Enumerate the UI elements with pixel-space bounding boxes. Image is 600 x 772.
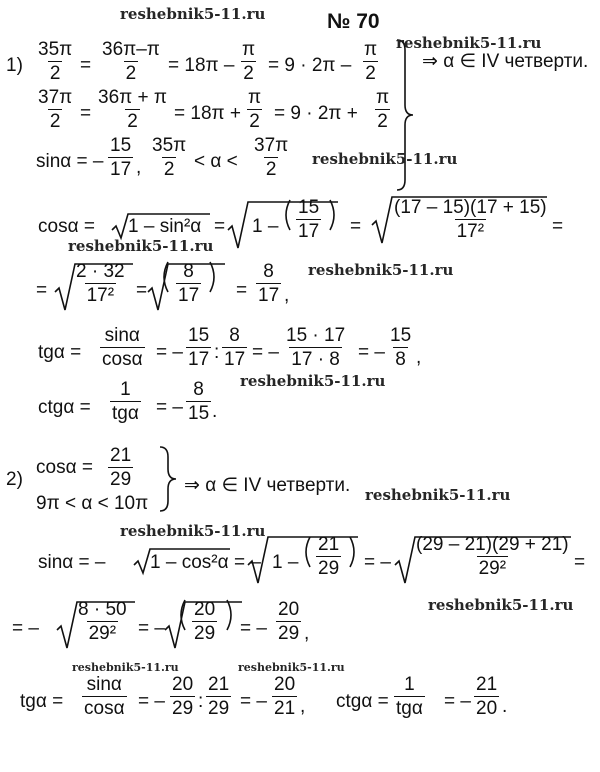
fraction: $\frac{21}{20}$ — [476, 674, 498, 719]
period: . — [212, 401, 218, 422]
comma: , — [136, 157, 142, 178]
expression: = – — [156, 397, 183, 418]
fraction: $\frac{\pi}{2}$ — [364, 39, 378, 84]
fraction: 1 tgα — [396, 674, 423, 719]
expression: = – — [234, 552, 261, 573]
fraction: $\frac{(17 - 15)(17 + 15)}{\text{17²}}$ — [394, 197, 547, 242]
fraction: $\frac{20}{29}$ — [278, 599, 300, 644]
equals: = — [214, 216, 226, 237]
expression: = – — [252, 342, 279, 363]
fraction: $\frac{8 \cdot 50}{\text{29²}}$ — [78, 599, 127, 644]
watermark: reshebnik5-11.ru — [396, 34, 542, 52]
equals: = — [552, 216, 564, 237]
watermark: reshebnik5-11.ru — [240, 372, 386, 390]
brace-2 — [160, 447, 176, 511]
fraction: $\frac{8}{15}$ — [188, 379, 210, 424]
expression: = – — [156, 342, 183, 363]
equals: = — [574, 552, 586, 573]
radicand: 1 – cos²α — [150, 552, 229, 573]
fraction: $\frac{20}{29}$ — [172, 674, 194, 719]
equals: = — [136, 280, 148, 301]
watermark: reshebnik5-11.ru — [238, 661, 345, 674]
radicand: 1 – sin²α — [128, 216, 202, 237]
conclusion: ⇒ α ∈ IV четверти. — [184, 475, 351, 496]
expression: tgα = — [38, 342, 82, 363]
watermark: reshebnik5-11.ru — [120, 522, 266, 540]
period: . — [502, 696, 508, 717]
fraction: $\frac{35\pi}{2}$ — [152, 135, 187, 180]
expression: = – — [240, 691, 267, 712]
comma: , — [304, 623, 310, 644]
equals: = — [350, 216, 362, 237]
fraction: $\frac{37\pi}{2}$ — [38, 87, 73, 132]
comma: , — [300, 696, 306, 717]
fraction: $\frac{15}{8}$ — [390, 325, 412, 370]
expression: sinα = – — [38, 552, 106, 573]
fraction: $\frac{15}{17}$ — [298, 197, 320, 242]
fraction: $\frac{2 \cdot 32}{\text{17²}}$ — [76, 261, 125, 306]
fraction: 1 tgα — [112, 379, 139, 424]
divide: : — [214, 342, 220, 363]
equals: = — [80, 103, 92, 124]
fraction: $\frac{20}{21}$ — [274, 674, 296, 719]
expression: = – — [444, 691, 471, 712]
fraction: $\frac{37\pi}{2}$ — [254, 135, 289, 180]
fraction: $\frac{\pi}{2}$ — [376, 87, 390, 132]
expression: = – — [240, 618, 267, 639]
fraction: $\frac{\pi}{2}$ — [248, 87, 262, 132]
expression: 1 – — [252, 216, 279, 237]
radical-sin-2 — [248, 534, 358, 583]
watermark: reshebnik5-11.ru — [312, 150, 458, 168]
fraction: $\frac{8}{17}$ — [258, 261, 280, 306]
fraction: $\frac{20}{29}$ — [194, 599, 216, 644]
expression: 1 – — [272, 552, 299, 573]
fraction: $\frac{15}{17}$ — [188, 325, 210, 370]
expression: = 18π + — [174, 103, 241, 124]
expression: cosα = — [36, 457, 93, 478]
fraction: $\frac{35\pi}{2}$ — [38, 39, 73, 84]
watermark: reshebnik5-11.ru — [72, 661, 179, 674]
equals: = — [80, 55, 92, 76]
fraction: $\frac{21}{29}$ — [208, 674, 230, 719]
item-number: 1) — [6, 55, 23, 76]
watermark: reshebnik5-11.ru — [428, 596, 574, 614]
fraction: $\frac{\pi}{2}$ — [242, 39, 256, 84]
comma: , — [416, 347, 422, 368]
expression: = – — [364, 552, 391, 573]
equals: = — [236, 280, 248, 301]
equals: = — [36, 280, 48, 301]
inequality: < α < — [194, 151, 238, 172]
watermark: reshebnik5-11.ru — [365, 486, 511, 504]
item-number: 2) — [6, 469, 23, 490]
expression: sinα = – — [36, 151, 104, 172]
expression: = 9 · 2π – — [268, 55, 352, 76]
fraction: $\frac{(29 - 21)(29 + 21)}{\text{29²}}$ — [416, 534, 569, 579]
expression: ctgα = — [336, 691, 389, 712]
page-title: № 70 — [327, 10, 380, 33]
fraction: $\frac{36\pi-\pi}{2}$ — [102, 39, 160, 84]
watermark: reshebnik5-11.ru — [68, 237, 214, 255]
comma: , — [284, 285, 290, 306]
fraction: $\frac{36\pi + \pi}{2}$ — [98, 87, 168, 132]
conclusion: ⇒ α ∈ IV четверти. — [422, 51, 589, 72]
expression: = 9 · 2π + — [274, 103, 358, 124]
expression: ctgα = — [38, 397, 91, 418]
expression: = – — [138, 691, 165, 712]
inequality: 9π < α < 10π — [36, 493, 149, 514]
radical-cos-2 — [228, 202, 338, 248]
fraction: $\frac{15}{17}$ — [110, 135, 132, 180]
expression: = – — [12, 618, 39, 639]
divide: : — [198, 691, 204, 712]
fraction: $\frac{15 \cdot 17}{17 \cdot 8}$ — [286, 325, 346, 370]
expression: cosα = — [38, 216, 95, 237]
expression: = – — [138, 618, 165, 639]
expression: tgα = — [20, 691, 64, 712]
fraction: $\frac{\sin\alpha}{\cos\alpha}$ — [84, 674, 125, 719]
expression: = 18π – — [168, 55, 235, 76]
fraction: $\frac{8}{17}$ — [178, 261, 200, 306]
fraction: $\frac{8}{17}$ — [224, 325, 246, 370]
expression: = – — [358, 342, 385, 363]
watermark: reshebnik5-11.ru — [120, 5, 266, 23]
fraction: $\frac{21}{29}$ — [110, 445, 132, 490]
watermark: reshebnik5-11.ru — [308, 261, 454, 279]
fraction: $\frac{21}{29}$ — [318, 534, 340, 579]
fraction: $\frac{\sin\alpha}{\cos\alpha}$ — [102, 325, 143, 370]
